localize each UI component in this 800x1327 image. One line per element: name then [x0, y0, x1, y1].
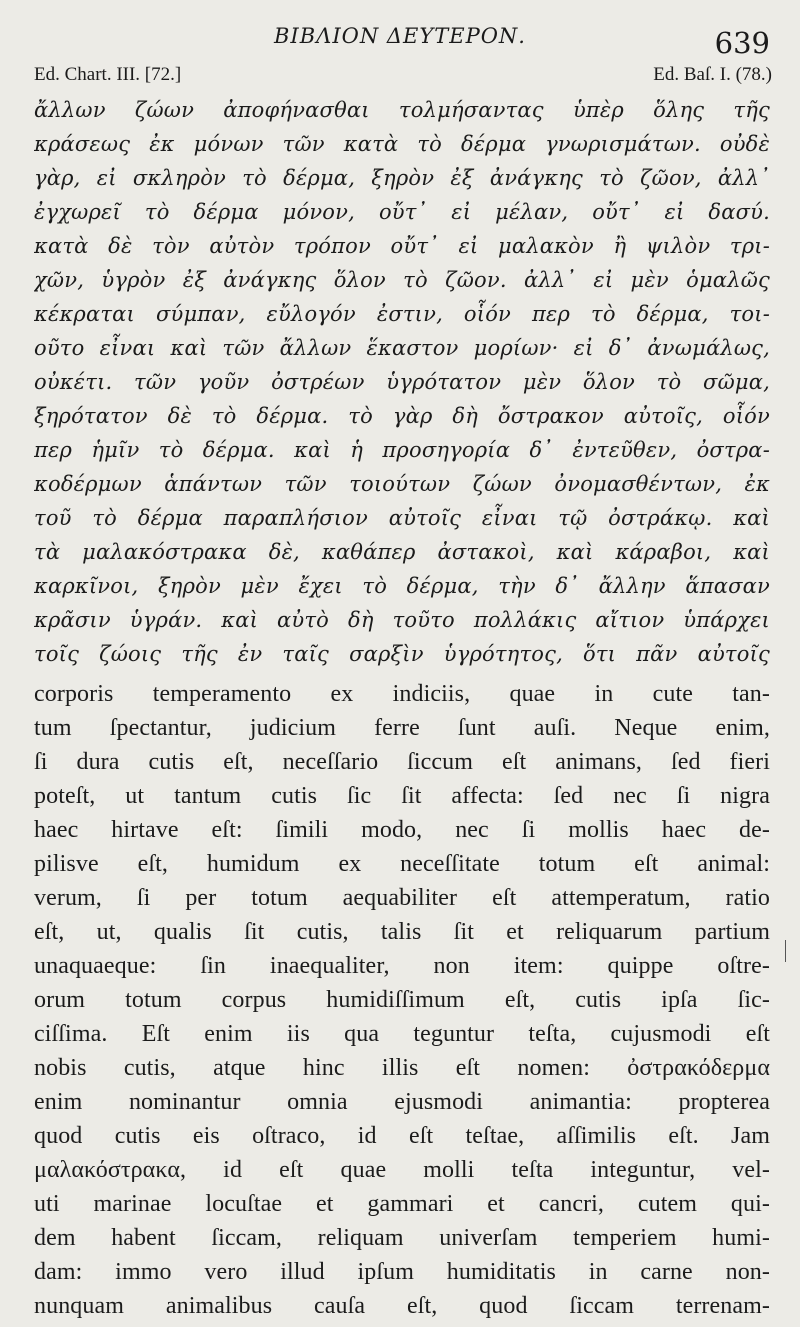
latin-line: enim nominantur omnia ejusmodi animantia: propterea: [34, 1089, 770, 1115]
edition-basel-ref: Ed. Baſ. I. (78.): [653, 64, 772, 85]
latin-line: μαλακόστρακα, id eſt quae molli teſta integuntur, vel-: [34, 1157, 770, 1183]
latin-line: poteſt, ut tantum cutis ſic ſit affecta: ſed nec ſi nigra: [34, 783, 770, 809]
edition-chartier-ref: Ed. Chart. III. [72.]: [34, 64, 182, 85]
latin-line: tum ſpectantur, judicium ferre ſunt auſi. Neque enim,: [34, 715, 770, 741]
latin-text-block: [34, 677, 770, 1323]
latin-line: pilisve eſt, humidum ex neceſſitate totum eſt animal:: [34, 851, 770, 877]
greek-line: οῦτο εἶναι καὶ τῶν ἄλλων ἕκαστον μορίων· εἰ δ᾽ ἀνωμάλως,: [34, 336, 770, 360]
greek-line: ἐγχωρεῖ τὸ δέρμα μόνον, οὔτ᾽ εἰ μέλαν, οὔτ᾽ εἰ δασύ.: [34, 200, 770, 224]
latin-line: ſi dura cutis eſt, neceſſario ſiccum eſt animans, ſed fieri: [34, 749, 770, 775]
greek-line: κατὰ δὲ τὸν αὐτὸν τρόπον οὔτ᾽ εἰ μαλακὸν ἢ ψιλὸν τρι-: [34, 234, 770, 258]
page-number: 639: [714, 26, 770, 60]
edition-reference-line: [34, 64, 772, 86]
greek-line: κράσεως ἐκ μόνων τῶν κατὰ τὸ δέρμα γνωρισμάτων. οὐδὲ: [34, 132, 770, 156]
latin-line: verum, ſi per totum aequabiliter eſt attemperatum, ratio: [34, 885, 770, 911]
latin-line: uti marinae locuſtae et gammari et cancri, cutem qui-: [34, 1191, 770, 1217]
latin-line: orum totum corpus humidiſſimum eſt, cutis ipſa ſic-: [34, 987, 770, 1013]
greek-line: κέκραται σύμπαν, εὔλογόν ἐστιν, οἷόν περ τὸ δέρμα, τοι-: [34, 302, 770, 326]
running-title: ΒΙΒΛΙΟΝ ΔΕΥΤΕΡΟΝ.: [274, 24, 526, 48]
latin-line: dem habent ſiccam, reliquam univerſam temperiem humi-: [34, 1225, 770, 1251]
greek-line: τοῖς ζώοις τῆς ἐν ταῖς σαρξὶν ὑγρότητος, ὅτι πᾶν αὐτοῖς: [34, 642, 770, 666]
greek-line: οὐκέτι. τῶν γοῦν ὀστρέων ὑγρότατον μὲν ὅλον τὸ σῶμα,: [34, 370, 770, 394]
greek-line: κρᾶσιν ὑγράν. καὶ αὐτὸ δὴ τοῦτο πολλάκις αἴτιον ὑπάρχει: [34, 608, 770, 632]
latin-line: unaquaeque: ſin inaequaliter, non item: quippe oſtre-: [34, 953, 770, 979]
latin-line: haec hirtave eſt: ſimili modo, nec ſi mollis haec de-: [34, 817, 770, 843]
greek-line: περ ἡμῖν τὸ δέρμα. καὶ ἡ προσηγορία δ᾽ ἐντεῦθεν, ὀστρα-: [34, 438, 770, 462]
latin-line: nobis cutis, atque hinc illis eſt nomen: ὀστρακόδερμα: [34, 1055, 770, 1081]
latin-line: eſt, ut, qualis ſit cutis, talis ſit et reliquarum partium: [34, 919, 770, 945]
greek-line: καρκῖνοι, ξηρὸν μὲν ἔχει τὸ δέρμα, τὴν δ᾽ ἄλλην ἅπασαν: [34, 574, 770, 598]
margin-mark: [785, 940, 786, 962]
greek-line: κοδέρμων ἁπάντων τῶν τοιούτων ζώων ὀνομασθέντων, ἐκ: [34, 472, 770, 496]
latin-line: corporis temperamento ex indiciis, quae in cute tan-: [34, 681, 770, 707]
greek-line: τὰ μαλακόστρακα δὲ, καθάπερ ἀστακοὶ, καὶ κάραβοι, καὶ: [34, 540, 770, 564]
latin-line: nunquam animalibus cauſa eſt, quod ſiccam terrenam-: [34, 1293, 770, 1319]
latin-line: dam: immo vero illud ipſum humiditatis in carne non-: [34, 1259, 770, 1285]
greek-text-block: [34, 93, 770, 671]
greek-line: χῶν, ὑγρὸν ἐξ ἀνάγκης ὅλον τὸ ζῶον. ἀλλ᾽ εἰ μὲν ὁμαλῶς: [34, 268, 770, 292]
greek-line: ξηρότατον δὲ τὸ δέρμα. τὸ γὰρ δὴ ὄστρακον αὐτοῖς, οἷόν: [34, 404, 770, 428]
greek-line: ἄλλων ζώων ἀποφήνασθαι τολμήσαντας ὑπὲρ ὅλης τῆς: [34, 98, 770, 122]
latin-line: ciſſima. Eſt enim iis qua teguntur teſta, cujusmodi eſt: [34, 1021, 770, 1047]
latin-line: quod cutis eis oſtraco, id eſt teſtae, aſſimilis eſt. Jam: [34, 1123, 770, 1149]
greek-line: τοῦ τὸ δέρμα παραπλήσιον αὐτοῖς εἶναι τῷ ὀστράκῳ. καὶ: [34, 506, 770, 530]
greek-line: γὰρ, εἰ σκληρὸν τὸ δέρμα, ξηρὸν ἐξ ἀνάγκης τὸ ζῶον, ἀλλ᾽: [34, 166, 770, 190]
